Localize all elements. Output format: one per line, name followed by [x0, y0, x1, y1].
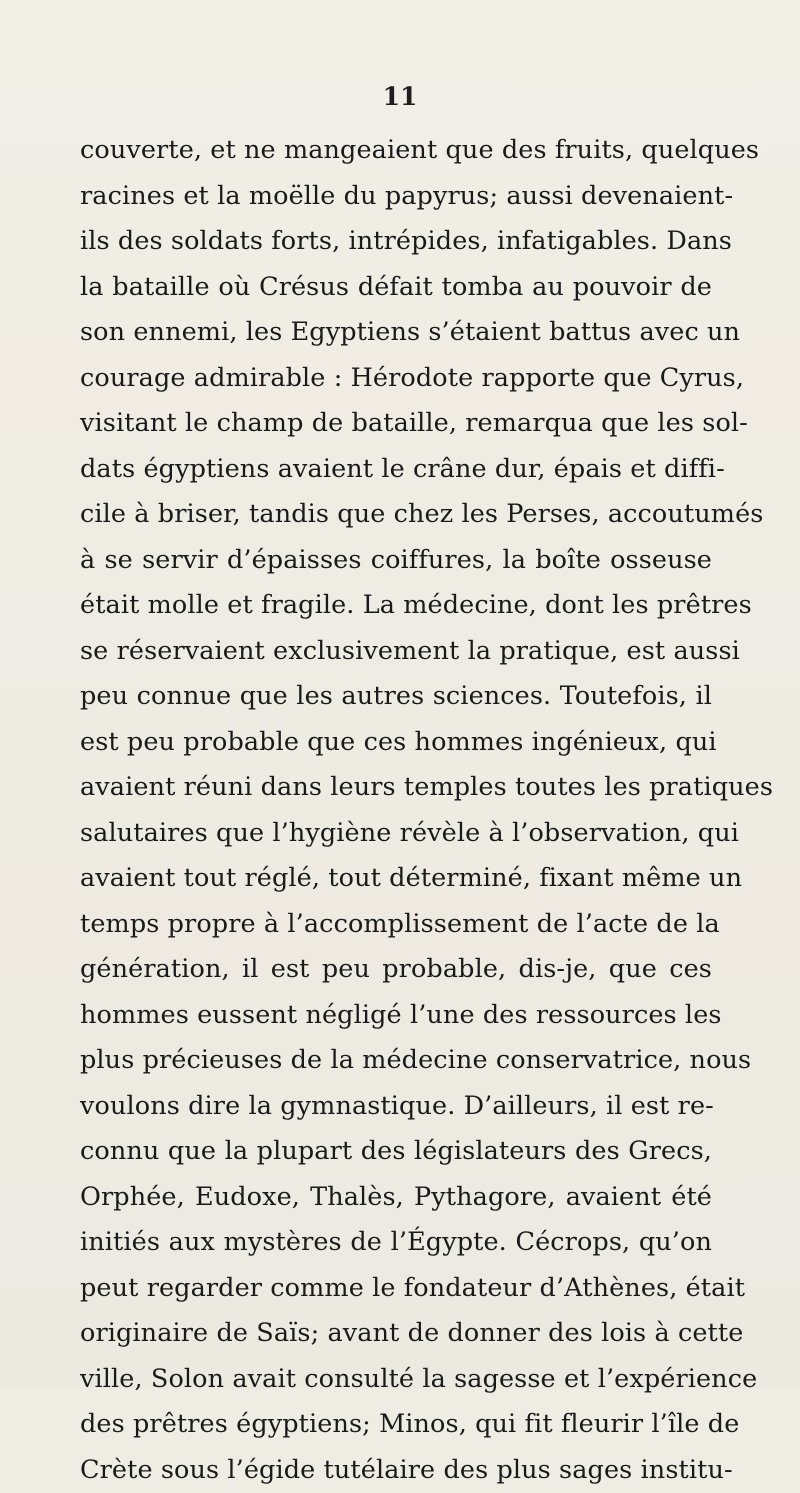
text-line: connu que la plupart des législateurs des Grecs, [80, 1129, 712, 1175]
text-line: avaient tout réglé, tout déterminé, fixant même un [80, 856, 712, 902]
text-line: temps propre à l’accomplissement de l’acte de la [80, 902, 712, 948]
text-line: des prêtres égyptiens; Minos, qui fit fleurir l’île de [80, 1402, 712, 1448]
text-line: était molle et fragile. La médecine, dont les prêtres [80, 583, 712, 629]
text-line: génération, il est peu probable, dis-je, que ces [80, 947, 712, 993]
text-line: se réservaient exclusivement la pratique, est aussi [80, 629, 712, 675]
text-line: plus précieuses de la médecine conservatrice, nous [80, 1038, 712, 1084]
text-line: originaire de Saïs; avant de donner des lois à cette [80, 1311, 712, 1357]
text-line: ville, Solon avait consulté la sagesse et l’expérience [80, 1357, 712, 1403]
text-line: à se servir d’épaisses coiffures, la boîte osseuse [80, 538, 712, 584]
text-line: initiés aux mystères de l’Égypte. Cécrops, qu’on [80, 1220, 712, 1266]
text-line: hommes eussent négligé l’une des ressources les [80, 993, 712, 1039]
text-line: visitant le champ de bataille, remarqua que les sol- [80, 401, 712, 447]
text-line: courage admirable : Hérodote rapporte que Cyrus, [80, 356, 712, 402]
text-line: racines et la moëlle du papyrus; aussi devenaient- [80, 174, 712, 220]
text-line: ils des soldats forts, intrépides, infatigables. Dans [80, 219, 712, 265]
text-line: voulons dire la gymnastique. D’ailleurs, il est re- [80, 1084, 712, 1130]
text-line: peu connue que les autres sciences. Toutefois, il [80, 674, 712, 720]
text-line: couverte, et ne mangeaient que des fruits, quelques [80, 128, 712, 174]
text-line: Orphée, Eudoxe, Thalès, Pythagore, avaient été [80, 1175, 712, 1221]
text-line: cile à briser, tandis que chez les Perses, accoutumés [80, 492, 712, 538]
text-line: son ennemi, les Egyptiens s’étaient battus avec un [80, 310, 712, 356]
text-line: dats égyptiens avaient le crâne dur, épais et diffi- [80, 447, 712, 493]
text-line: avaient réuni dans leurs temples toutes les pratiques [80, 765, 712, 811]
text-line: peut regarder comme le fondateur d’Athènes, était [80, 1266, 712, 1312]
body-text [80, 128, 712, 1493]
text-line: est peu probable que ces hommes ingénieux, qui [80, 720, 712, 766]
text-line: salutaires que l’hygiène révèle à l’observation, qui [80, 811, 712, 857]
page-number: 11 [0, 82, 800, 111]
text-line: la bataille où Crésus défait tomba au pouvoir de [80, 265, 712, 311]
text-line: Crète sous l’égide tutélaire des plus sages institu- [80, 1448, 712, 1493]
